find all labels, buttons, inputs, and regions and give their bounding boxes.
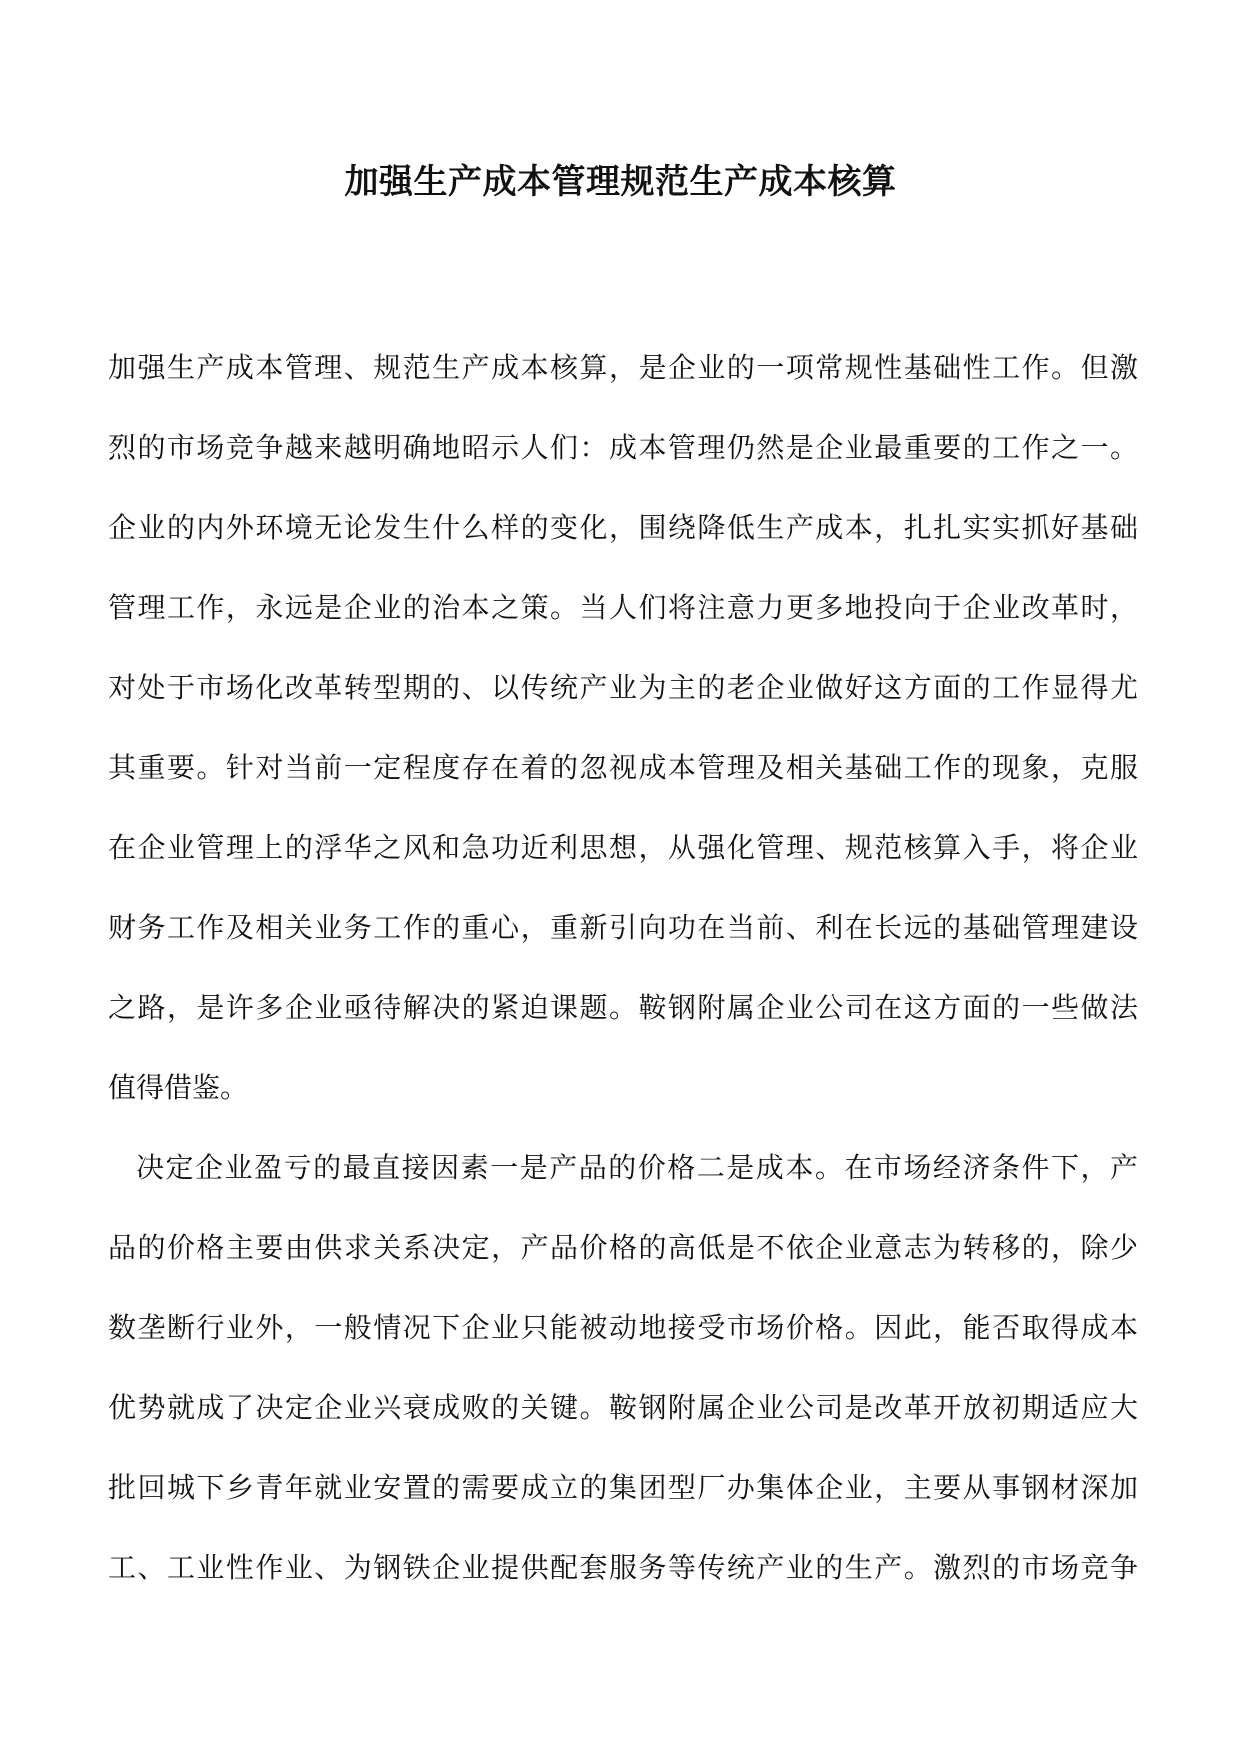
paragraph-2-line-2: 品的价格主要由供求关系决定，产品价格的高低是不依企业意志为转移的，除少 [108,1231,1138,1264]
paragraph-1-line-2: 烈的市场竞争越来越明确地昭示人们：成本管理仍然是企业最重要的工作之一。 [108,431,1138,464]
paragraph-1-line-1: 加强生产成本管理、规范生产成本核算，是企业的一项常规性基础性工作。但激 [108,351,1138,384]
paragraph-2-line-5: 批回城下乡青年就业安置的需要成立的集团型厂办集体企业，主要从事钢材深加 [108,1471,1138,1504]
paragraph-1-line-5: 对处于市场化改革转型期的、以传统产业为主的老企业做好这方面的工作显得尤 [108,671,1138,704]
paragraph-2-line-1: 决定企业盈亏的最直接因素一是产品的价格二是成本。在市场经济条件下，产 [136,1151,1138,1184]
paragraph-1-line-4: 管理工作，永远是企业的治本之策。当人们将注意力更多地投向于企业改革时， [108,591,1138,624]
paragraph-1-line-10: 值得借鉴。 [108,1071,249,1104]
paragraph-2-line-6: 工、工业性作业、为钢铁企业提供配套服务等传统产业的生产。激烈的市场竞争 [108,1551,1138,1584]
paragraph-1-line-8: 财务工作及相关业务工作的重心，重新引向功在当前、利在长远的基础管理建设 [108,911,1138,944]
paragraph-2-line-4: 优势就成了决定企业兴衰成败的关键。鞍钢附属企业公司是改革开放初期适应大 [108,1391,1138,1424]
paragraph-2-line-3: 数垄断行业外，一般情况下企业只能被动地接受市场价格。因此，能否取得成本 [108,1311,1138,1344]
paragraph-1-line-3: 企业的内外环境无论发生什么样的变化，围绕降低生产成本，扎扎实实抓好基础 [108,511,1138,544]
paragraph-1-line-9: 之路，是许多企业亟待解决的紧迫课题。鞍钢附属企业公司在这方面的一些做法 [108,991,1138,1024]
paragraph-1-line-7: 在企业管理上的浮华之风和急功近利思想，从强化管理、规范核算入手，将企业 [108,831,1138,864]
document-title: 加强生产成本管理规范生产成本核算 [344,162,897,202]
paragraph-1-line-6: 其重要。针对当前一定程度存在着的忽视成本管理及相关基础工作的现象，克服 [108,751,1138,784]
